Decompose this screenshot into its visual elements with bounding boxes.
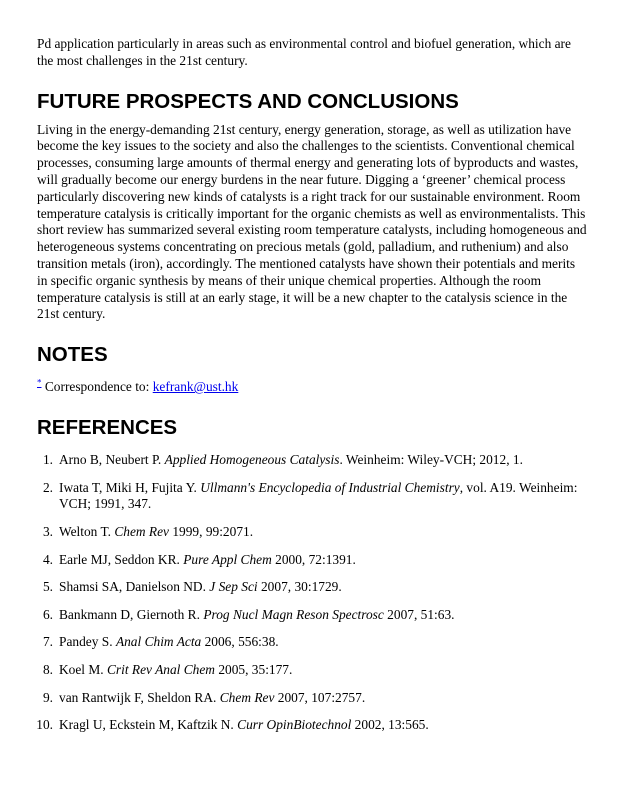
- reference-item: [37, 579, 587, 596]
- reference-details: 2002, 13:565.: [351, 717, 429, 733]
- reference-number: 7.: [42, 634, 53, 650]
- correspondence-note: [37, 379, 587, 396]
- reference-journal: Chem Rev: [114, 523, 169, 539]
- reference-journal: Crit Rev Anal Chem: [107, 661, 215, 677]
- document-page: [37, 36, 587, 745]
- reference-journal: Ullmann's Encyclopedia of Industrial Chemistry: [200, 479, 460, 495]
- reference-details: 2000, 72:1391.: [271, 551, 356, 567]
- reference-number: 3.: [42, 523, 53, 539]
- reference-details: . Weinheim: Wiley-VCH; 2012, 1.: [339, 451, 523, 467]
- reference-journal: Curr OpinBiotechnol: [237, 717, 352, 733]
- reference-authors: Bankmann D, Giernoth R.: [59, 606, 200, 622]
- reference-item: [37, 662, 587, 679]
- reference-authors: Kragl U, Eckstein M, Kaftzik N.: [59, 717, 234, 733]
- reference-item: [37, 524, 587, 541]
- reference-authors: Pandey S.: [59, 634, 113, 650]
- reference-number: 2.: [42, 479, 53, 495]
- reference-number: 4.: [42, 551, 53, 567]
- notes-heading: NOTES: [37, 343, 108, 367]
- reference-authors: Shamsi SA, Danielson ND.: [59, 579, 206, 595]
- reference-details: 2007, 107:2757.: [274, 689, 366, 705]
- reference-item: [37, 452, 587, 469]
- reference-authors: Koel M.: [59, 661, 104, 677]
- reference-details: 1999, 99:2071.: [169, 523, 254, 539]
- reference-number: 1.: [42, 451, 53, 467]
- future-prospects-heading: FUTURE PROSPECTS AND CONCLUSIONS: [37, 89, 459, 113]
- reference-item: [37, 690, 587, 707]
- intro-fragment: Pd application particularly in areas such as environmental control and biofuel generation, which are the most challenges in the 21st century.: [37, 36, 571, 68]
- reference-journal: Chem Rev: [219, 689, 275, 705]
- reference-details: 2007, 51:63.: [383, 606, 455, 622]
- reference-journal: J Sep Sci: [209, 579, 258, 595]
- reference-journal: Prog Nucl Magn Reson Spectrosc: [203, 606, 384, 622]
- reference-authors: Arno B, Neubert P.: [59, 451, 162, 467]
- reference-journal: Pure Appl Chem: [183, 551, 272, 567]
- reference-number: 5.: [42, 579, 53, 595]
- reference-number: 8.: [42, 661, 53, 677]
- reference-authors: van Rantwijk F, Sheldon RA.: [59, 689, 217, 705]
- reference-item: [37, 607, 587, 624]
- reference-number: 9.: [42, 689, 53, 705]
- footnote-marker-link[interactable]: *: [37, 377, 42, 388]
- reference-journal: Applied Homogeneous Catalysis: [164, 451, 340, 467]
- reference-journal: Anal Chim Acta: [115, 634, 202, 650]
- reference-authors: Welton T.: [59, 523, 111, 539]
- reference-details: 2005, 35:177.: [214, 661, 293, 677]
- reference-item: [37, 552, 587, 569]
- reference-number: 10.: [36, 717, 53, 733]
- reference-item: [37, 480, 587, 514]
- references-heading: REFERENCES: [37, 415, 178, 439]
- correspondence-email-link[interactable]: kefrank@ust.hk: [152, 379, 239, 395]
- reference-authors: Iwata T, Miki H, Fujita Y.: [59, 479, 197, 495]
- reference-details: 2006, 556:38.: [201, 634, 279, 650]
- reference-number: 6.: [42, 606, 53, 622]
- references-list: [37, 452, 587, 734]
- reference-details: , vol. A19. Weinheim: VCH; 1991, 347.: [59, 479, 578, 512]
- conclusion-paragraph: Living in the energy-demanding 21st century, energy generation, storage, as well as utilization have become the key issues to the society and also the challenges to the scientists. Conventional chemical processes, consuming large amounts of thermal energy and generating lots of byproducts and wastes, will gradually become our energy burdens in the near future. Digging a ‘greener’ chemical process particularly discovering new kinds of catalysts is a right track for our sustainable environment. Room temperature catalysis is critically important for the organic chemists as well as environmentalists. This short review has summarized several existing room temperature catalysts, including homogeneous and heterogeneous systems concentrating on precious metals (gold, palladium, and ruthenium) and also transition metals (iron), accordingly. The mentioned catalysts have shown their potentials and merits in specific organic synthesis by means of their unique chemical properties. Although the room temperature catalysis is still at an early stage, it will be a new chapter to the catalysis science in the 21st century.: [37, 121, 587, 322]
- reference-details: 2007, 30:1729.: [257, 579, 342, 595]
- reference-item: [37, 717, 587, 734]
- correspondence-label: Correspondence to:: [44, 379, 150, 395]
- reference-authors: Earle MJ, Seddon KR.: [59, 551, 180, 567]
- reference-item: [37, 634, 587, 651]
